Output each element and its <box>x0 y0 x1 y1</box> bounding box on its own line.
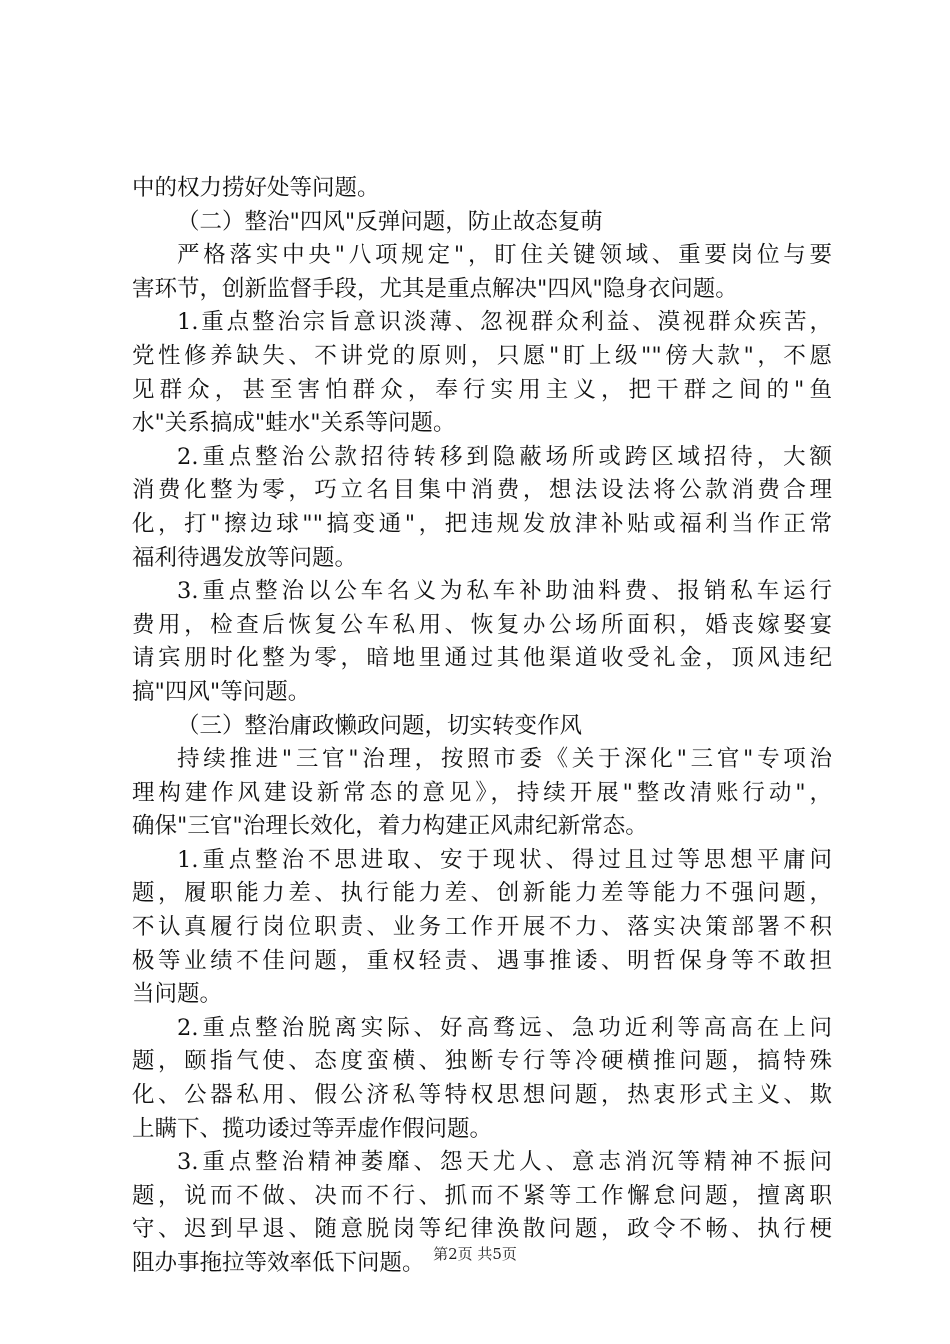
text-line: 上瞒下、揽功诿过等弄虚作假问题。 <box>132 1115 493 1142</box>
text-line: 化，打"擦边球""搞变通"，把违规发放津补贴或福利当作正常 <box>132 510 832 537</box>
text-line: 持续推进"三官"治理，按照市委《关于深化"三官"专项治 <box>177 746 832 773</box>
text-line: 2.重点整治脱离实际、好高骛远、急功近利等高高在上问 <box>177 1014 832 1041</box>
text-line: 消费化整为零，巧立名目集中消费，想法设法将公款消费合理 <box>132 477 832 504</box>
text-line: 化、公器私用、假公济私等特权思想问题，热衷形式主义、欺 <box>132 1082 832 1109</box>
text-line: 党性修养缺失、不讲党的原则，只愿"盯上级""傍大款"，不愿 <box>132 342 832 369</box>
text-line: 害环节，创新监督手段，尤其是重点解决"四风"隐身衣问题。 <box>132 275 738 302</box>
text-line: 题，颐指气使、态度蛮横、独断专行等冷硬横推问题，搞特殊 <box>132 1048 832 1075</box>
text-line: 确保"三官"治理长效化，着力构建正风肃纪新常态。 <box>132 813 648 840</box>
text-line: 1.重点整治不思进取、安于现状、得过且过等思想平庸问 <box>177 846 832 873</box>
text-line: 福利待遇发放等问题。 <box>132 544 358 571</box>
text-line: 费用，检查后恢复公车私用、恢复办公场所面积，婚丧嫁娶宴 <box>132 611 832 638</box>
text-line: 不认真履行岗位职责、业务工作开展不力、落实决策部署不积 <box>132 914 832 941</box>
text-line: 搞"四风"等问题。 <box>132 678 311 705</box>
text-line: 3.重点整治精神萎靡、怨天尤人、意志消沉等精神不振问 <box>177 1149 832 1176</box>
text-line: 1.重点整治宗旨意识淡薄、忽视群众利益、漠视群众疾苦， <box>177 309 832 336</box>
text-line: 题，说而不做、决而不行、抓而不紧等工作懈怠问题，擅离职 <box>132 1182 832 1209</box>
text-line: （二）整治"四风"反弹问题，防止故态复萌 <box>177 208 603 235</box>
text-line: 见群众，甚至害怕群众，奉行实用主义，把干群之间的"鱼 <box>132 376 832 403</box>
page-footer: 第2页 共5页 <box>433 1245 517 1263</box>
text-line: 水"关系搞成"蛙水"关系等问题。 <box>132 410 456 437</box>
text-line: 请宾朋时化整为零，暗地里通过其他渠道收受礼金，顶风违纪 <box>132 645 832 672</box>
document-body <box>132 172 832 1281</box>
text-line: 严格落实中央"八项规定"，盯住关键领域、重要岗位与要 <box>177 242 832 269</box>
text-line: 当问题。 <box>132 981 223 1008</box>
text-line: 2.重点整治公款招待转移到隐蔽场所或跨区域招待，大额 <box>177 443 832 470</box>
text-line: 极等业绩不佳问题，重权轻责、遇事推诿、明哲保身等不敢担 <box>132 947 832 974</box>
text-line: 中的权力捞好处等问题。 <box>132 175 380 201</box>
text-line: 理构建作风建设新常态的意见》，持续开展"整改清账行动"， <box>132 779 832 806</box>
text-line: 守、迟到早退、随意脱岗等纪律涣散问题，政令不畅、执行梗 <box>132 1216 832 1243</box>
text-line: 阻办事拖拉等效率低下问题。 <box>132 1250 425 1276</box>
text-line: 题，履职能力差、执行能力差、创新能力差等能力不强问题， <box>132 880 832 907</box>
text-line: （三）整治庸政懒政问题，切实转变作风 <box>177 712 583 739</box>
text-line: 3.重点整治以公车名义为私车补助油料费、报销私车运行 <box>177 578 832 605</box>
